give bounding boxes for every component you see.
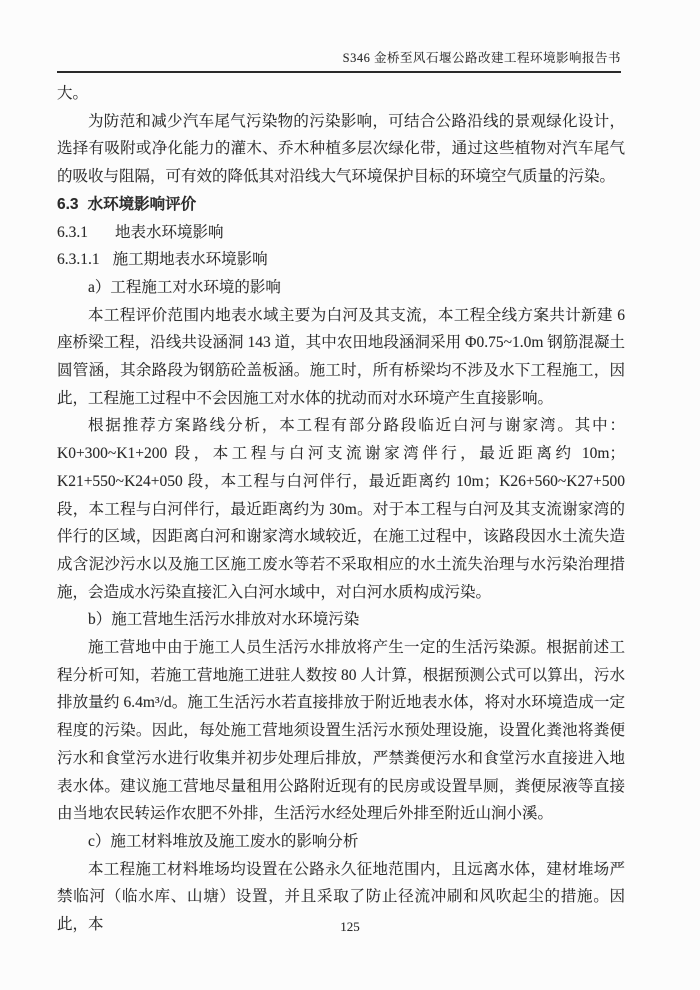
heading-text: 水环境影响评价: [87, 195, 197, 213]
heading-number: 6.3: [57, 195, 79, 213]
paragraph: 根据推荐方案路线分析，本工程有部分路段临近白河与谢家湾。其中：K0+300~K1+200 段，本工程与白河支流谢家湾伴行，最近距离约 10m；K21+550~K24+050 段，本工程与白河伴行，最近距离约 10m；K26+560~K27+500 段，本工程与白河伴行，最近距离约为 30m。对于本工程与白河及其支流谢家湾的伴行的区域，因距离白河和谢家湾水域较近，在施工过程中，该路段因水土流失造成含泥沙污水以及施工区施工废水等若不采取相应的水土流失治理与水污染治理措施，会造成水污染直接汇入白河水域中，对白河水质构成污染。: [57, 417, 625, 601]
list-heading: b）施工营地生活污水排放对水环境污染: [88, 611, 360, 629]
paragraph: 本工程评价范围内地表水域主要为白河及其支流，本工程全线方案共计新建 6 座桥梁工程，沿线共设涵洞 143 道，其中农田地段涵洞采用 Φ0.75~1.0m 钢筋混凝土圆管涵，其余路段为钢筋砼盖板涵。施工时，所有桥梁均不涉及水下工程施工，因此，工程施工过程中不会因施工对水体的扰动而对水环境产生直接影响。: [57, 306, 625, 407]
heading-number: 6.3.1: [57, 223, 88, 241]
subsubsection-heading-6.3.1.1: [57, 246, 625, 274]
page-header: [57, 50, 621, 73]
subsection-heading-6.3.1: [57, 219, 625, 247]
paragraph: 为防范和减少汽车尾气污染物的污染影响，可结合公路沿线的景观绿化设计，选择有吸附或净化能力的灌木、乔木种植多层次绿化带，通过这些植物对汽车尾气的吸收与阻隔，可有效的降低其对沿线大气环境保护目标的环境空气质量的污染。: [57, 112, 625, 186]
list-heading: c）施工材料堆放及施工废水的影响分析: [88, 832, 359, 850]
heading-text: 地表水环境影响: [115, 223, 224, 241]
document-body: [57, 80, 625, 939]
paragraph: 施工营地中由于施工人员生活污水排放将产生一定的生活污染源。根据前述工程分析可知，若施工营地施工进驻人数按 80 人计算，根据预测公式可以算出，污水排放量约 6.4m³/d。施工生活污水若直接排放于附近地表水体，将对水环境造成一定程度的污染。因此，每处施工营地须设置生活污水预处理设施，设置化粪池将粪便污水和食堂污水进行收集并初步处理后排放，严禁粪便污水和食堂污水直接进入地表水体。建议施工营地尽量租用公路附近现有的民房或设置旱厕，粪便尿液等直接由当地农民转运作农肥不外排，生活污水经处理后外排至附近山涧小溪。: [57, 639, 625, 823]
list-heading: a）工程施工对水环境的影响: [88, 278, 281, 296]
heading-number: 6.3.1.1: [57, 251, 100, 269]
section-heading-6.3: [57, 191, 625, 219]
page-number: 125: [340, 919, 360, 934]
running-header-title: S346 金桥至风石堰公路改建工程环境影响报告书: [342, 51, 621, 65]
page-footer: [0, 919, 700, 935]
paragraph-continuation: 大。: [57, 85, 89, 102]
heading-text: 施工期地表水环境影响: [112, 251, 268, 269]
paragraph: 本工程施工材料堆场均设置在公路永久征地范围内，且远离水体，建材堆场严禁临河（临水库、山塘）设置，并且采取了防止径流冲刷和风吹起尘的措施。因此，本: [57, 860, 625, 934]
